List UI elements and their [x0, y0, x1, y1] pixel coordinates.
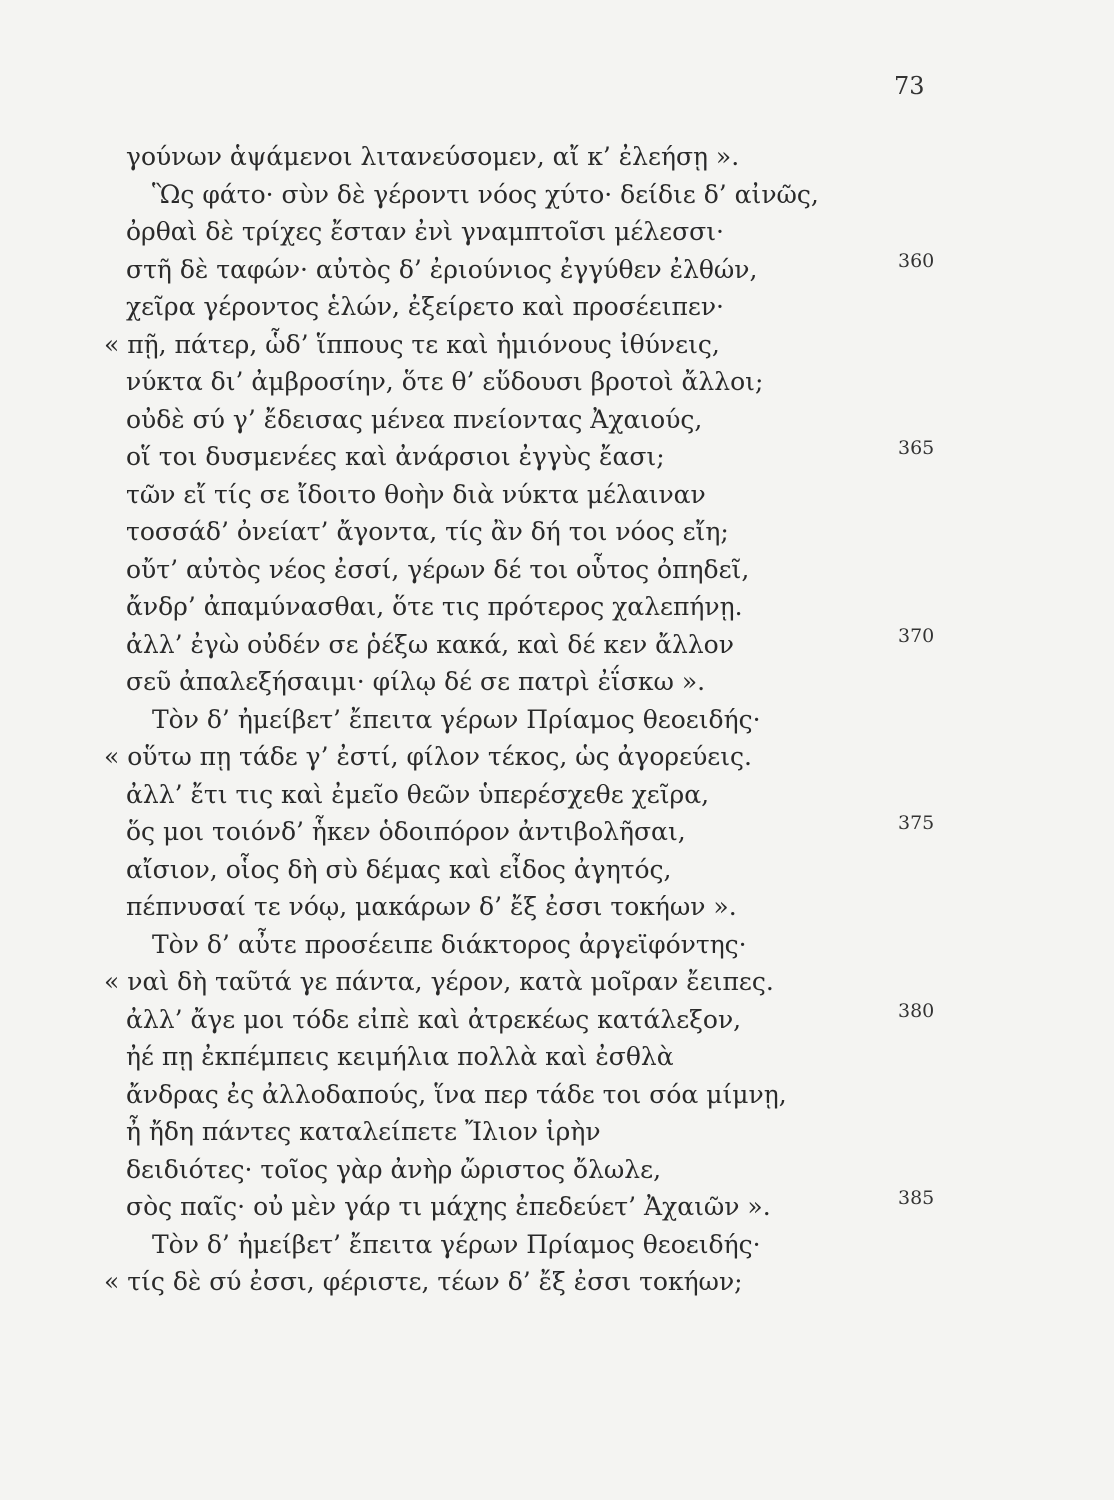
- verse-text: ἀλλ’ ἔτι τις καὶ ἐμεῖο θεῶν ὑπερέσχεθε χεῖρα,: [126, 779, 710, 809]
- verse-line: [0, 663, 1114, 701]
- verse-line: [0, 1076, 1114, 1114]
- verse-line: [0, 138, 1114, 176]
- verse-block: [0, 138, 1114, 1301]
- verse-line: [0, 888, 1114, 926]
- verse-line: [0, 1038, 1114, 1076]
- line-number: 380: [898, 999, 935, 1022]
- page-number: 73: [894, 72, 925, 100]
- verse-text: « πῇ, πάτερ, ὧδ’ ἵππους τε καὶ ἡμιόνους ἰθύνεις,: [104, 329, 720, 359]
- verse-line: [0, 1113, 1114, 1151]
- verse-text: δειδιότες· τοῖος γὰρ ἀνὴρ ὤριστος ὄλωλε,: [126, 1154, 662, 1184]
- verse-text: ἠέ πῃ ἐκπέμπεις κειμήλια πολλὰ καὶ ἐσθλὰ: [126, 1042, 674, 1071]
- verse-line: [0, 1263, 1114, 1301]
- verse-line: [0, 251, 1114, 289]
- verse-text: οἵ τοι δυσμενέες καὶ ἀνάρσιοι ἐγγὺς ἔασι;: [126, 442, 665, 471]
- verse-text: Τὸν δ’ ἠμείβετ’ ἔπειτα γέρων Πρίαμος θεοειδής·: [152, 704, 761, 734]
- verse-text: στῆ δὲ ταφών· αὐτὸς δ’ ἐριούνιος ἐγγύθεν ἐλθών,: [126, 254, 758, 284]
- verse-text: ἀλλ’ ἄγε μοι τόδε εἰπὲ καὶ ἀτρεκέως κατάλεξον,: [126, 1004, 742, 1034]
- verse-text: ὀρθαὶ δὲ τρίχες ἔσταν ἐνὶ γναμπτοῖσι μέλεσσι·: [126, 217, 724, 246]
- verse-text: τοσσάδ’ ὀνείατ’ ἄγοντα, τίς ἂν δή τοι νόος εἴη;: [126, 517, 729, 546]
- verse-line: [0, 1001, 1114, 1039]
- line-number: 370: [898, 624, 935, 647]
- verse-line: [0, 513, 1114, 551]
- verse-line: [0, 851, 1114, 889]
- verse-text: Ὣς φάτο· σὺν δὲ γέροντι νόος χύτο· δείδιε δ’ αἰνῶς,: [152, 179, 819, 209]
- verse-line: [0, 1226, 1114, 1264]
- verse-text: ἄνδρ’ ἀπαμύνασθαι, ὅτε τις πρότερος χαλεπήνῃ.: [126, 592, 743, 621]
- verse-text: χεῖρα γέροντος ἑλών, ἐξείρετο καὶ προσέειπεν·: [126, 292, 724, 321]
- verse-line: [0, 288, 1114, 326]
- verse-line: [0, 401, 1114, 439]
- verse-text: ἀλλ’ ἐγὼ οὐδέν σε ῥέξω κακά, καὶ δέ κεν ἄλλον: [126, 629, 734, 659]
- verse-text: γούνων ἁψάμενοι λιτανεύσομεν, αἴ κ’ ἐλεήσῃ ».: [126, 142, 740, 171]
- verse-text: αἴσιον, οἷος δὴ σὺ δέμας καὶ εἶδος ἀγητός,: [126, 854, 672, 884]
- verse-text: σεῦ ἀπαλεξήσαιμι· φίλῳ δέ σε πατρὶ ἐΐσκω ».: [126, 667, 706, 696]
- verse-line: [0, 476, 1114, 514]
- verse-text: σὸς παῖς· οὐ μὲν γάρ τι μάχης ἐπεδεύετ’ Ἀχαιῶν ».: [126, 1192, 771, 1221]
- verse-text: οὐδὲ σύ γ’ ἔδεισας μένεα πνείοντας Ἀχαιούς,: [126, 404, 703, 434]
- verse-line: [0, 926, 1114, 964]
- verse-text: « ναὶ δὴ ταῦτά γε πάντα, γέρον, κατὰ μοῖραν ἔειπες.: [104, 967, 774, 996]
- verse-text: Τὸν δ’ αὖτε προσέειπε διάκτορος ἀργεϊφόντης·: [152, 929, 747, 959]
- verse-text: ἄνδρας ἐς ἀλλοδαπούς, ἵνα περ τάδε τοι σόα μίμνῃ,: [126, 1079, 787, 1109]
- verse-line: [0, 326, 1114, 364]
- verse-text: « οὕτω πῃ τάδε γ’ ἐστί, φίλον τέκος, ὡς ἀγορεύεις.: [104, 742, 752, 771]
- verse-line: [0, 213, 1114, 251]
- verse-line: [0, 963, 1114, 1001]
- verse-line: [0, 626, 1114, 664]
- verse-text: ὅς μοι τοιόνδ’ ἧκεν ὁδοιπόρον ἀντιβολῆσαι,: [126, 817, 686, 846]
- verse-line: [0, 176, 1114, 214]
- verse-line: [0, 363, 1114, 401]
- verse-text: οὔτ’ αὐτὸς νέος ἐσσί, γέρων δέ τοι οὗτος ὀπηδεῖ,: [126, 554, 750, 584]
- verse-line: [0, 813, 1114, 851]
- verse-text: νύκτα δι’ ἀμβροσίην, ὅτε θ’ εὕδουσι βροτοὶ ἄλλοι;: [126, 367, 764, 396]
- verse-line: [0, 1188, 1114, 1226]
- verse-text: « τίς δὲ σύ ἐσσι, φέριστε, τέων δ’ ἔξ ἐσσι τοκήων;: [104, 1267, 743, 1296]
- verse-line: [0, 776, 1114, 814]
- verse-line: [0, 551, 1114, 589]
- verse-text: τῶν εἴ τίς σε ἴδοιτο θοὴν διὰ νύκτα μέλαιναν: [126, 479, 706, 509]
- verse-line: [0, 438, 1114, 476]
- verse-line: [0, 738, 1114, 776]
- verse-text: πέπνυσαί τε νόῳ, μακάρων δ’ ἔξ ἐσσι τοκήων ».: [126, 892, 737, 921]
- verse-line: [0, 1151, 1114, 1189]
- line-number: 360: [898, 249, 935, 272]
- line-number: 365: [898, 437, 935, 459]
- line-number: 375: [898, 812, 935, 834]
- verse-text: Τὸν δ’ ἠμείβετ’ ἔπειτα γέρων Πρίαμος θεοειδής·: [152, 1229, 761, 1259]
- verse-line: [0, 588, 1114, 626]
- verse-text: ἦ ἤδη πάντες καταλείπετε Ἴλιον ἱρὴν: [126, 1117, 601, 1146]
- verse-line: [0, 701, 1114, 739]
- line-number: 385: [898, 1187, 935, 1209]
